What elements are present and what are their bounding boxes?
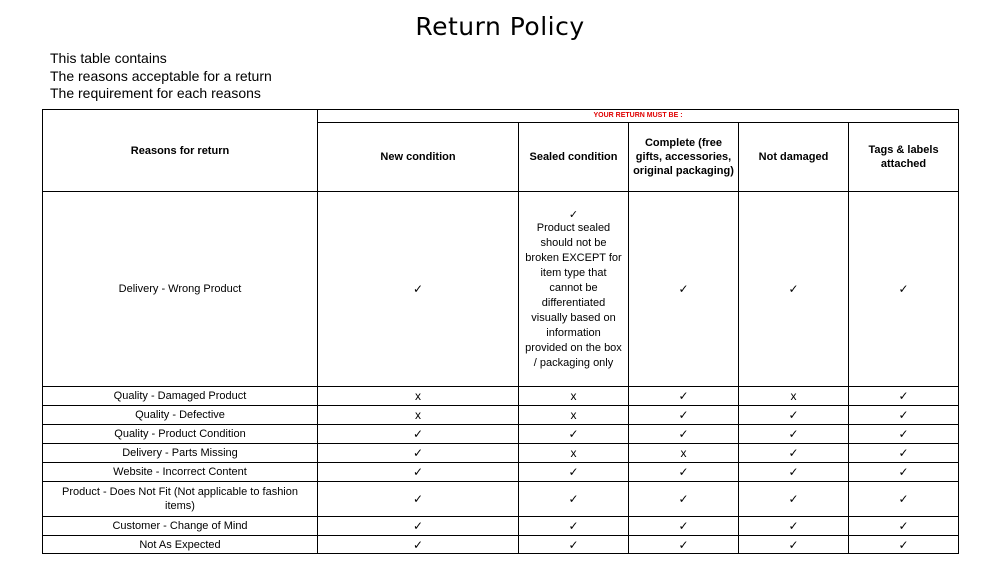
requirement-cell: ✓ bbox=[849, 463, 959, 482]
requirement-cell: ✓ bbox=[849, 482, 959, 517]
requirement-cell: ✓ bbox=[519, 536, 629, 554]
reason-cell: Customer - Change of Mind bbox=[43, 517, 318, 536]
reason-cell: Website - Incorrect Content bbox=[43, 463, 318, 482]
requirement-cell: x bbox=[629, 444, 739, 463]
requirement-cell: x bbox=[519, 444, 629, 463]
requirement-cell-sealed bbox=[519, 192, 629, 387]
requirement-cell: x bbox=[519, 406, 629, 425]
requirement-cell: ✓ bbox=[849, 536, 959, 554]
table-row bbox=[43, 192, 959, 387]
reason-cell: Quality - Damaged Product bbox=[43, 387, 318, 406]
requirement-cell: ✓ bbox=[849, 406, 959, 425]
requirement-cell: ✓ bbox=[519, 425, 629, 444]
return-policy-table bbox=[42, 109, 959, 554]
requirement-cell: ✓ bbox=[318, 517, 519, 536]
reason-cell: Quality - Defective bbox=[43, 406, 318, 425]
table-row bbox=[43, 482, 959, 517]
requirement-cell: ✓ bbox=[318, 463, 519, 482]
check-mark: ✓ bbox=[568, 208, 579, 221]
requirement-cell: ✓ bbox=[318, 425, 519, 444]
table-row bbox=[43, 406, 959, 425]
column-header-complete: Complete (free gifts, accessories, original packaging) bbox=[629, 123, 739, 192]
requirement-cell: ✓ bbox=[849, 517, 959, 536]
intro-line: The reasons acceptable for a return bbox=[50, 67, 272, 84]
requirement-cell: ✓ bbox=[318, 536, 519, 554]
requirement-cell: ✓ bbox=[739, 192, 849, 387]
table-row bbox=[43, 425, 959, 444]
requirement-cell: ✓ bbox=[629, 463, 739, 482]
requirement-cell: ✓ bbox=[739, 425, 849, 444]
requirement-cell: ✓ bbox=[849, 444, 959, 463]
table-row bbox=[43, 536, 959, 554]
column-header-new-condition: New condition bbox=[318, 123, 519, 192]
requirement-cell: ✓ bbox=[629, 406, 739, 425]
requirement-cell: ✓ bbox=[629, 192, 739, 387]
table-row bbox=[43, 444, 959, 463]
must-be-header: YOUR RETURN MUST BE : bbox=[318, 110, 959, 123]
requirement-cell: ✓ bbox=[519, 482, 629, 517]
sealed-condition-note: Product sealed should not be broken EXCEPT for item type that cannot be differentiated visually based on information provided on the box / packaging only bbox=[525, 221, 622, 369]
requirement-cell: ✓ bbox=[519, 463, 629, 482]
page-title: Return Policy bbox=[415, 12, 585, 41]
table-row bbox=[43, 387, 959, 406]
requirement-cell: ✓ bbox=[849, 425, 959, 444]
reasons-header: Reasons for return bbox=[43, 110, 318, 192]
column-header-not-damaged: Not damaged bbox=[739, 123, 849, 192]
requirement-cell: ✓ bbox=[739, 517, 849, 536]
requirement-cell: x bbox=[318, 387, 519, 406]
requirement-cell: ✓ bbox=[629, 387, 739, 406]
table-row bbox=[43, 517, 959, 536]
column-header-sealed-condition: Sealed condition bbox=[519, 123, 629, 192]
requirement-cell: ✓ bbox=[739, 444, 849, 463]
reason-cell: Delivery - Wrong Product bbox=[43, 192, 318, 387]
requirement-cell: ✓ bbox=[629, 517, 739, 536]
requirement-cell: ✓ bbox=[739, 482, 849, 517]
table-row bbox=[43, 463, 959, 482]
reason-cell: Not As Expected bbox=[43, 536, 318, 554]
requirement-cell: ✓ bbox=[318, 482, 519, 517]
requirement-cell: ✓ bbox=[849, 387, 959, 406]
requirement-cell: ✓ bbox=[318, 444, 519, 463]
requirement-cell: ✓ bbox=[629, 482, 739, 517]
reason-cell: Delivery - Parts Missing bbox=[43, 444, 318, 463]
column-header-tags-labels: Tags & labels attached bbox=[849, 123, 959, 192]
requirement-cell: ✓ bbox=[849, 192, 959, 387]
intro-line: The requirement for each reasons bbox=[50, 85, 261, 101]
requirement-cell: ✓ bbox=[739, 536, 849, 554]
requirement-cell: x bbox=[318, 406, 519, 425]
intro-text bbox=[50, 50, 272, 103]
reason-cell: Quality - Product Condition bbox=[43, 425, 318, 444]
requirement-cell: ✓ bbox=[739, 406, 849, 425]
requirement-cell: x bbox=[739, 387, 849, 406]
requirement-cell: ✓ bbox=[629, 425, 739, 444]
requirement-cell: ✓ bbox=[629, 536, 739, 554]
requirement-cell: x bbox=[519, 387, 629, 406]
requirement-cell: ✓ bbox=[519, 517, 629, 536]
reason-cell: Product - Does Not Fit (Not applicable to fashion items) bbox=[43, 482, 318, 517]
requirement-cell: ✓ bbox=[318, 192, 519, 387]
intro-line: This table contains bbox=[50, 50, 167, 66]
requirement-cell: ✓ bbox=[739, 463, 849, 482]
